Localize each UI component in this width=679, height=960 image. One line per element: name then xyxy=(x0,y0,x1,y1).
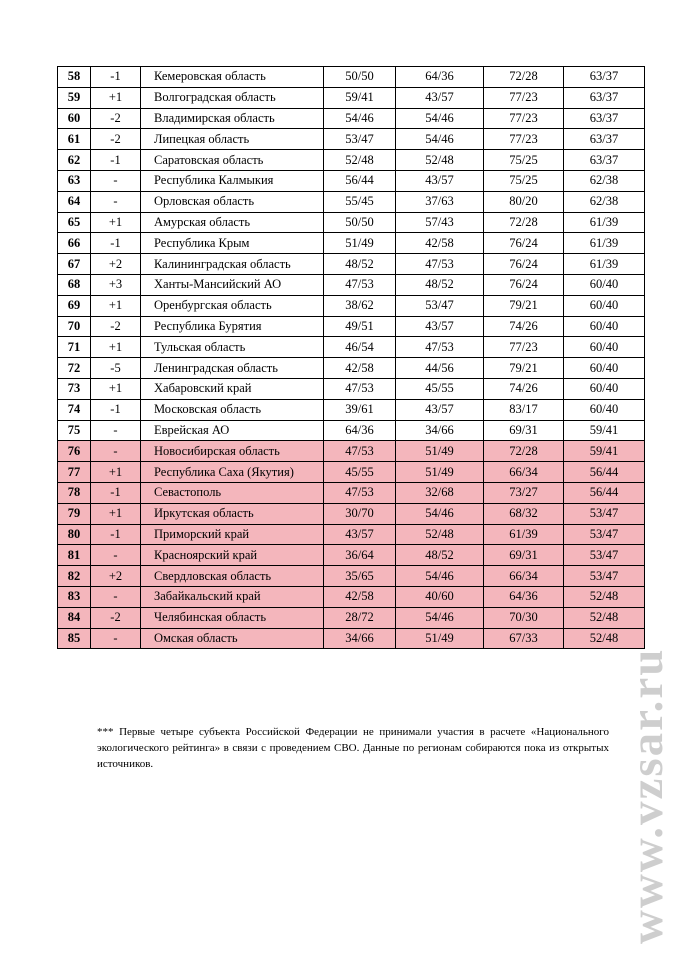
table-row xyxy=(58,295,645,316)
value-cell-2: 52/48 xyxy=(396,524,484,545)
region-cell: Кемеровская область xyxy=(141,67,324,88)
value-cell-4: 53/47 xyxy=(564,545,645,566)
table-row xyxy=(58,67,645,88)
table-row xyxy=(58,524,645,545)
change-cell: -1 xyxy=(91,482,141,503)
value-cell-1: 42/58 xyxy=(324,586,396,607)
value-cell-1: 49/51 xyxy=(324,316,396,337)
table-row xyxy=(58,441,645,462)
value-cell-4: 60/40 xyxy=(564,274,645,295)
value-cell-3: 77/23 xyxy=(484,337,564,358)
value-cell-4: 53/47 xyxy=(564,503,645,524)
change-cell: -1 xyxy=(91,67,141,88)
table-row xyxy=(58,607,645,628)
value-cell-2: 54/46 xyxy=(396,607,484,628)
rank-cell: 62 xyxy=(58,150,91,171)
rank-cell: 65 xyxy=(58,212,91,233)
rating-table xyxy=(57,66,645,649)
table-row xyxy=(58,482,645,503)
value-cell-3: 83/17 xyxy=(484,399,564,420)
value-cell-3: 76/24 xyxy=(484,254,564,275)
table-row xyxy=(58,212,645,233)
change-cell: -2 xyxy=(91,129,141,150)
region-cell: Республика Калмыкия xyxy=(141,170,324,191)
region-cell: Севастополь xyxy=(141,482,324,503)
change-cell: - xyxy=(91,441,141,462)
change-cell: - xyxy=(91,191,141,212)
change-cell: +1 xyxy=(91,295,141,316)
change-cell: - xyxy=(91,420,141,441)
value-cell-1: 43/57 xyxy=(324,524,396,545)
value-cell-4: 56/44 xyxy=(564,482,645,503)
table-row xyxy=(58,254,645,275)
value-cell-4: 60/40 xyxy=(564,378,645,399)
value-cell-1: 34/66 xyxy=(324,628,396,649)
change-cell: - xyxy=(91,586,141,607)
region-cell: Новосибирская область xyxy=(141,441,324,462)
change-cell: - xyxy=(91,545,141,566)
value-cell-4: 52/48 xyxy=(564,607,645,628)
value-cell-2: 51/49 xyxy=(396,462,484,483)
table-row xyxy=(58,170,645,191)
table-row xyxy=(58,545,645,566)
value-cell-3: 74/26 xyxy=(484,378,564,399)
rank-cell: 70 xyxy=(58,316,91,337)
value-cell-1: 35/65 xyxy=(324,566,396,587)
value-cell-3: 76/24 xyxy=(484,233,564,254)
value-cell-4: 61/39 xyxy=(564,233,645,254)
table-row xyxy=(58,628,645,649)
value-cell-4: 59/41 xyxy=(564,441,645,462)
table-row xyxy=(58,87,645,108)
value-cell-3: 79/21 xyxy=(484,358,564,379)
value-cell-1: 47/53 xyxy=(324,482,396,503)
rank-cell: 66 xyxy=(58,233,91,254)
region-cell: Владимирская область xyxy=(141,108,324,129)
value-cell-2: 53/47 xyxy=(396,295,484,316)
change-cell: -2 xyxy=(91,316,141,337)
value-cell-4: 60/40 xyxy=(564,337,645,358)
change-cell: -1 xyxy=(91,524,141,545)
value-cell-1: 39/61 xyxy=(324,399,396,420)
value-cell-3: 72/28 xyxy=(484,67,564,88)
table-row xyxy=(58,150,645,171)
value-cell-3: 75/25 xyxy=(484,150,564,171)
table-row xyxy=(58,378,645,399)
value-cell-2: 40/60 xyxy=(396,586,484,607)
region-cell: Республика Бурятия xyxy=(141,316,324,337)
value-cell-1: 53/47 xyxy=(324,129,396,150)
value-cell-2: 52/48 xyxy=(396,150,484,171)
value-cell-3: 77/23 xyxy=(484,108,564,129)
value-cell-2: 47/53 xyxy=(396,254,484,275)
value-cell-2: 42/58 xyxy=(396,233,484,254)
rank-cell: 83 xyxy=(58,586,91,607)
change-cell: - xyxy=(91,628,141,649)
value-cell-1: 59/41 xyxy=(324,87,396,108)
rank-cell: 58 xyxy=(58,67,91,88)
value-cell-4: 62/38 xyxy=(564,191,645,212)
value-cell-3: 72/28 xyxy=(484,212,564,233)
value-cell-3: 80/20 xyxy=(484,191,564,212)
table-row xyxy=(58,399,645,420)
rank-cell: 63 xyxy=(58,170,91,191)
table-row xyxy=(58,503,645,524)
region-cell: Хабаровский край xyxy=(141,378,324,399)
value-cell-3: 68/32 xyxy=(484,503,564,524)
value-cell-1: 54/46 xyxy=(324,108,396,129)
value-cell-3: 61/39 xyxy=(484,524,564,545)
region-cell: Ханты-Мансийский АО xyxy=(141,274,324,295)
change-cell: +2 xyxy=(91,566,141,587)
value-cell-1: 42/58 xyxy=(324,358,396,379)
change-cell: +1 xyxy=(91,378,141,399)
value-cell-1: 36/64 xyxy=(324,545,396,566)
value-cell-1: 28/72 xyxy=(324,607,396,628)
value-cell-4: 61/39 xyxy=(564,254,645,275)
region-cell: Челябинская область xyxy=(141,607,324,628)
value-cell-3: 66/34 xyxy=(484,462,564,483)
value-cell-2: 54/46 xyxy=(396,108,484,129)
value-cell-2: 43/57 xyxy=(396,399,484,420)
rank-cell: 85 xyxy=(58,628,91,649)
value-cell-2: 54/46 xyxy=(396,566,484,587)
value-cell-4: 53/47 xyxy=(564,566,645,587)
value-cell-1: 52/48 xyxy=(324,150,396,171)
value-cell-2: 43/57 xyxy=(396,170,484,191)
value-cell-3: 67/33 xyxy=(484,628,564,649)
rank-cell: 74 xyxy=(58,399,91,420)
value-cell-2: 34/66 xyxy=(396,420,484,441)
value-cell-4: 56/44 xyxy=(564,462,645,483)
rank-cell: 82 xyxy=(58,566,91,587)
value-cell-3: 73/27 xyxy=(484,482,564,503)
rank-cell: 59 xyxy=(58,87,91,108)
region-cell: Республика Крым xyxy=(141,233,324,254)
change-cell: -1 xyxy=(91,399,141,420)
value-cell-4: 63/37 xyxy=(564,108,645,129)
rank-cell: 73 xyxy=(58,378,91,399)
value-cell-3: 66/34 xyxy=(484,566,564,587)
table-row xyxy=(58,420,645,441)
value-cell-4: 59/41 xyxy=(564,420,645,441)
rank-cell: 81 xyxy=(58,545,91,566)
value-cell-2: 43/57 xyxy=(396,316,484,337)
region-cell: Калининградская область xyxy=(141,254,324,275)
change-cell: -2 xyxy=(91,108,141,129)
table-row xyxy=(58,233,645,254)
value-cell-3: 75/25 xyxy=(484,170,564,191)
region-cell: Саратовская область xyxy=(141,150,324,171)
change-cell: +2 xyxy=(91,254,141,275)
region-cell: Ленинградская область xyxy=(141,358,324,379)
region-cell: Иркутская область xyxy=(141,503,324,524)
value-cell-2: 32/68 xyxy=(396,482,484,503)
value-cell-1: 47/53 xyxy=(324,441,396,462)
region-cell: Московская область xyxy=(141,399,324,420)
value-cell-2: 51/49 xyxy=(396,628,484,649)
value-cell-2: 54/46 xyxy=(396,129,484,150)
watermark: www.vzsar.ru xyxy=(621,647,673,944)
value-cell-4: 53/47 xyxy=(564,524,645,545)
region-cell: Красноярский край xyxy=(141,545,324,566)
rank-cell: 71 xyxy=(58,337,91,358)
change-cell: +1 xyxy=(91,87,141,108)
value-cell-1: 47/53 xyxy=(324,378,396,399)
value-cell-3: 72/28 xyxy=(484,441,564,462)
change-cell: - xyxy=(91,170,141,191)
table-row xyxy=(58,191,645,212)
change-cell: +1 xyxy=(91,337,141,358)
rank-cell: 67 xyxy=(58,254,91,275)
rank-cell: 76 xyxy=(58,441,91,462)
table-row xyxy=(58,337,645,358)
value-cell-3: 69/31 xyxy=(484,420,564,441)
region-cell: Еврейская АО xyxy=(141,420,324,441)
region-cell: Республика Саха (Якутия) xyxy=(141,462,324,483)
change-cell: +1 xyxy=(91,462,141,483)
region-cell: Амурская область xyxy=(141,212,324,233)
rank-cell: 75 xyxy=(58,420,91,441)
change-cell: -1 xyxy=(91,150,141,171)
region-cell: Тульская область xyxy=(141,337,324,358)
region-cell: Оренбургская область xyxy=(141,295,324,316)
region-cell: Свердловская область xyxy=(141,566,324,587)
value-cell-1: 56/44 xyxy=(324,170,396,191)
change-cell: -2 xyxy=(91,607,141,628)
table-row xyxy=(58,566,645,587)
value-cell-4: 52/48 xyxy=(564,586,645,607)
region-cell: Волгоградская область xyxy=(141,87,324,108)
value-cell-1: 55/45 xyxy=(324,191,396,212)
value-cell-3: 69/31 xyxy=(484,545,564,566)
value-cell-3: 64/36 xyxy=(484,586,564,607)
value-cell-1: 50/50 xyxy=(324,212,396,233)
rank-cell: 60 xyxy=(58,108,91,129)
value-cell-3: 70/30 xyxy=(484,607,564,628)
value-cell-4: 60/40 xyxy=(564,295,645,316)
value-cell-2: 43/57 xyxy=(396,87,484,108)
table-row xyxy=(58,358,645,379)
value-cell-1: 50/50 xyxy=(324,67,396,88)
value-cell-2: 54/46 xyxy=(396,503,484,524)
value-cell-4: 52/48 xyxy=(564,628,645,649)
value-cell-2: 44/56 xyxy=(396,358,484,379)
value-cell-4: 62/38 xyxy=(564,170,645,191)
table-row xyxy=(58,108,645,129)
change-cell: -5 xyxy=(91,358,141,379)
value-cell-1: 30/70 xyxy=(324,503,396,524)
value-cell-1: 45/55 xyxy=(324,462,396,483)
value-cell-4: 60/40 xyxy=(564,358,645,379)
value-cell-3: 77/23 xyxy=(484,129,564,150)
value-cell-2: 51/49 xyxy=(396,441,484,462)
rank-cell: 64 xyxy=(58,191,91,212)
rank-cell: 69 xyxy=(58,295,91,316)
region-cell: Орловская область xyxy=(141,191,324,212)
table-row xyxy=(58,274,645,295)
value-cell-2: 45/55 xyxy=(396,378,484,399)
region-cell: Омская область xyxy=(141,628,324,649)
value-cell-4: 63/37 xyxy=(564,87,645,108)
region-cell: Забайкальский край xyxy=(141,586,324,607)
value-cell-3: 74/26 xyxy=(484,316,564,337)
table-row xyxy=(58,129,645,150)
value-cell-2: 48/52 xyxy=(396,274,484,295)
rank-cell: 80 xyxy=(58,524,91,545)
value-cell-1: 46/54 xyxy=(324,337,396,358)
change-cell: +1 xyxy=(91,212,141,233)
rank-cell: 72 xyxy=(58,358,91,379)
change-cell: +3 xyxy=(91,274,141,295)
change-cell: +1 xyxy=(91,503,141,524)
value-cell-1: 38/62 xyxy=(324,295,396,316)
value-cell-3: 77/23 xyxy=(484,87,564,108)
value-cell-2: 57/43 xyxy=(396,212,484,233)
value-cell-1: 47/53 xyxy=(324,274,396,295)
rank-cell: 77 xyxy=(58,462,91,483)
table-row xyxy=(58,586,645,607)
value-cell-4: 60/40 xyxy=(564,399,645,420)
rank-cell: 84 xyxy=(58,607,91,628)
value-cell-2: 64/36 xyxy=(396,67,484,88)
value-cell-4: 61/39 xyxy=(564,212,645,233)
value-cell-4: 63/37 xyxy=(564,129,645,150)
value-cell-4: 60/40 xyxy=(564,316,645,337)
region-cell: Приморский край xyxy=(141,524,324,545)
footnote: *** Первые четыре субъекта Российской Федерации не принимали участия в расчете «Национального экологического рейтинга» в связи с проведением СВО. Данные по регионам собираются пока из открытых источников. xyxy=(97,726,609,770)
change-cell: -1 xyxy=(91,233,141,254)
region-cell: Липецкая область xyxy=(141,129,324,150)
value-cell-4: 63/37 xyxy=(564,150,645,171)
value-cell-1: 48/52 xyxy=(324,254,396,275)
rank-cell: 61 xyxy=(58,129,91,150)
value-cell-3: 76/24 xyxy=(484,274,564,295)
value-cell-1: 64/36 xyxy=(324,420,396,441)
table-row xyxy=(58,462,645,483)
rank-cell: 78 xyxy=(58,482,91,503)
value-cell-2: 48/52 xyxy=(396,545,484,566)
value-cell-3: 79/21 xyxy=(484,295,564,316)
value-cell-2: 37/63 xyxy=(396,191,484,212)
value-cell-1: 51/49 xyxy=(324,233,396,254)
table-row xyxy=(58,316,645,337)
rank-cell: 68 xyxy=(58,274,91,295)
value-cell-2: 47/53 xyxy=(396,337,484,358)
rank-cell: 79 xyxy=(58,503,91,524)
value-cell-4: 63/37 xyxy=(564,67,645,88)
